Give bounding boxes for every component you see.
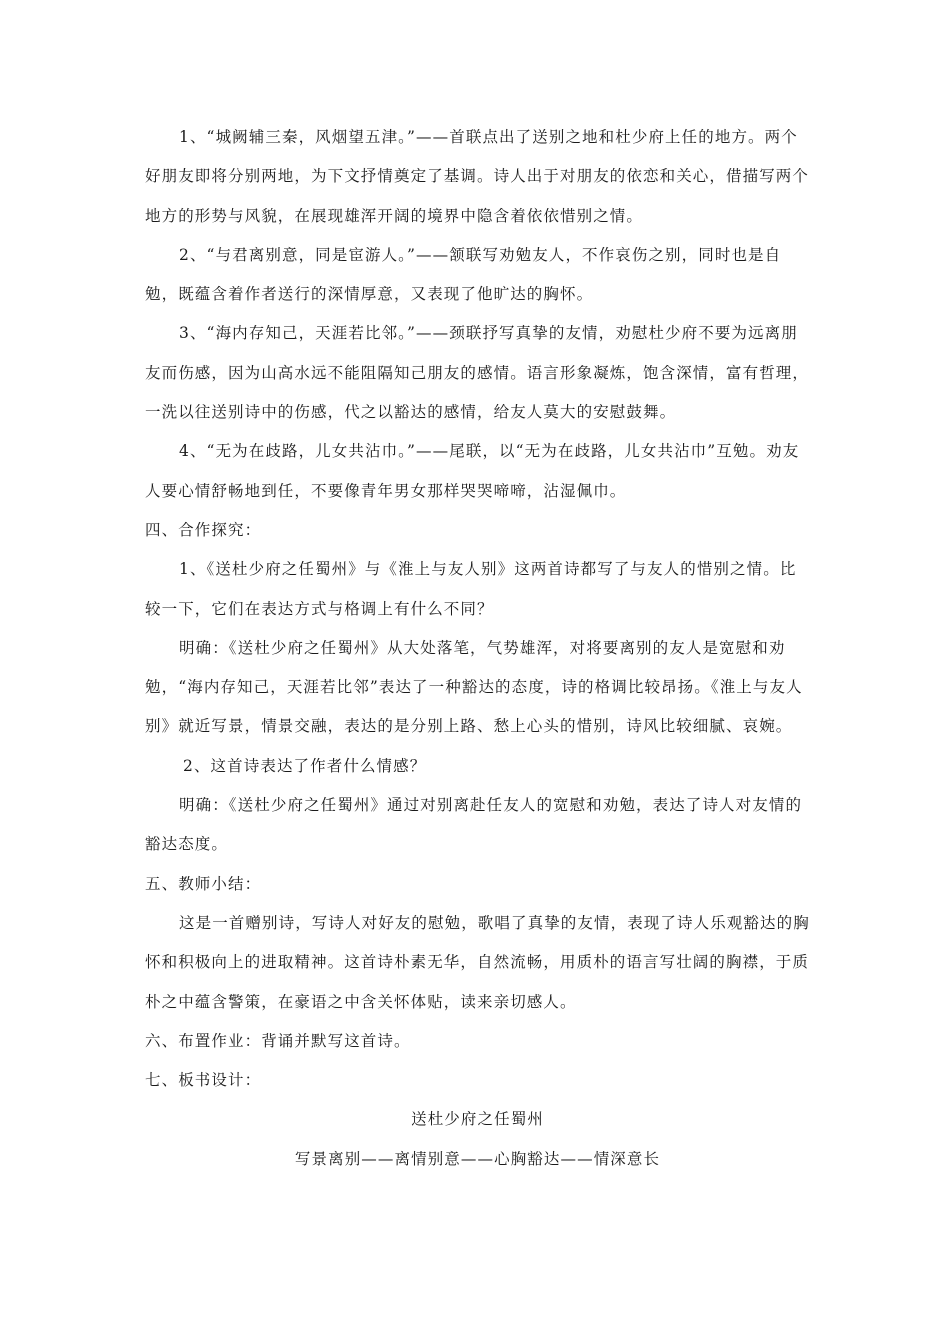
document-page — [145, 118, 810, 1179]
paragraph-couplet-4: 4、“无为在歧路，儿女共沾巾。”——尾联，以“无为在歧路，儿女共沾巾”互勉。劝友人要心情舒畅地到任，不要像青年男女那样哭哭啼啼，沾湿佩巾。 — [145, 442, 800, 500]
section-heading-cooperative-inquiry: 四、合作探究： — [145, 520, 262, 539]
board-title: 送杜少府之任蜀州 — [411, 1110, 544, 1129]
section-heading-homework: 六、布置作业：背诵并默写这首诗。 — [145, 1031, 411, 1050]
answer-1: 明确：《送杜少府之任蜀州》从大处落笔，气势雄浑，对将要离别的友人是宽慰和劝勉，“海内存知己，天涯若比邻”表达了一种豁达的态度，诗的格调比较昂扬。《淮上与友人别》就近写景，情景交融，表达的是分别上路、愁上心头的惜别，诗风比较细腻、哀婉。 — [145, 638, 803, 736]
paragraph-couplet-1: 1、“城阙辅三秦，风烟望五津。”——首联点出了送别之地和杜少府上任的地方。两个好朋友即将分别两地，为下文抒情奠定了基调。诗人出于对朋友的依恋和关心，借描写两个地方的形势与风貌，在展现雄浑开阔的境界中隐含着依依惜别之情。 — [145, 128, 810, 225]
summary-paragraph: 这是一首赠别诗，写诗人对好友的慰勉，歌唱了真挚的友情，表现了诗人乐观豁达的胸怀和积极向上的进取精神。这首诗朴素无华，自然流畅，用质朴的语言写壮阔的胸襟，于质朴之中蕴含警策，在豪语之中含关怀体贴，读来亲切感人。 — [145, 913, 810, 1011]
question-1: 1、《送杜少府之任蜀州》与《淮上与友人别》这两首诗都写了与友人的惜别之情。比较一下，它们在表达方式与格调上有什么不同？ — [145, 560, 797, 618]
board-line: 写景离别——离情别意——心胸豁达——情深意长 — [294, 1149, 661, 1168]
paragraph-couplet-2: 2、“与君离别意，同是宦游人。”——颔联写劝勉友人，不作哀伤之别，同时也是自勉，既蕴含着作者送行的深情厚意，又表现了他旷达的胸怀。 — [145, 245, 782, 304]
section-heading-teacher-summary: 五、教师小结： — [145, 874, 262, 893]
paragraph-couplet-3: 3、“海内存知己，天涯若比邻。”——颈联抒写真挚的友情，劝慰杜少府不要为远离朋友而伤感，因为山高水远不能阻隔知己朋友的感情。语言形象凝炼，饱含深情，富有哲理，一洗以往送别诗中的伤感，代之以豁达的感情，给友人莫大的安慰鼓舞。 — [145, 324, 810, 422]
answer-2: 明确：《送杜少府之任蜀州》通过对别离赴任友人的宽慰和劝勉，表达了诗人对友情的豁达态度。 — [145, 796, 803, 854]
section-heading-board-design: 七、板书设计： — [145, 1071, 262, 1090]
question-2: 2、这首诗表达了作者什么情感？ — [183, 756, 427, 775]
